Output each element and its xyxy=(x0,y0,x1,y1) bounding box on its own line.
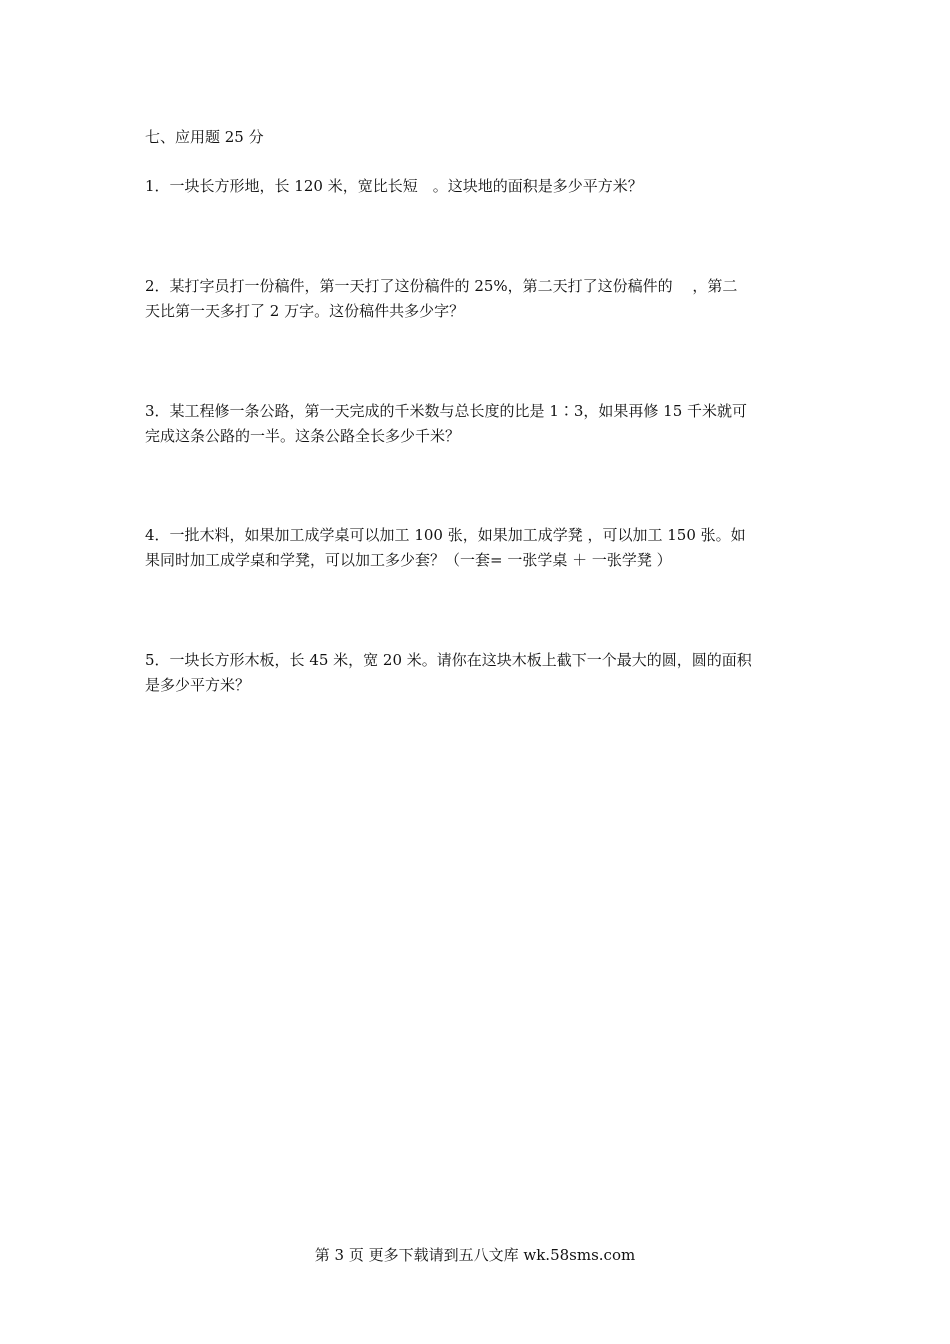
question-4 xyxy=(145,523,810,573)
page-footer: 第 3 页 更多下载请到五八文库 wk.58sms.com xyxy=(314,1246,636,1264)
question-2-line-1: 2．某打字员打一份稿件，第一天打了这份稿件的 25%，第二天打了这份稿件的 ，第二 xyxy=(145,277,738,295)
question-3-line-2: 完成这条公路的一半。这条公路全长多少千米？ xyxy=(145,427,461,445)
question-2-line-2: 天比第一天多打了 2 万字。这份稿件共多少字？ xyxy=(145,302,465,320)
question-5 xyxy=(145,648,810,698)
question-5-line-1: 5．一块长方形木板，长 45 米，宽 20 米。请你在这块木板上截下一个最大的圆，圆的面积 xyxy=(145,651,752,669)
question-1-line-1: 1．一块长方形地，长 120 米，宽比长短 。这块地的面积是多少平方米？ xyxy=(145,177,643,195)
question-2 xyxy=(145,274,810,324)
question-3 xyxy=(145,399,810,449)
section-title: 七、应用题 25 分 xyxy=(145,128,264,146)
question-4-line-1: 4．一批木料，如果加工成学桌可以加工 100 张，如果加工成学凳 ，可以加工 150 张。如 xyxy=(145,526,746,544)
question-5-line-2: 是多少平方米？ xyxy=(145,676,251,694)
question-4-line-2: 果同时加工成学桌和学凳，可以加工多少套？（一套= 一张学桌 ＋ 一张学凳 ） xyxy=(145,551,672,569)
question-1 xyxy=(145,174,810,199)
question-3-line-1: 3．某工程修一条公路，第一天完成的千米数与总长度的比是 1∶3，如果再修 15 千米就可 xyxy=(145,402,748,420)
